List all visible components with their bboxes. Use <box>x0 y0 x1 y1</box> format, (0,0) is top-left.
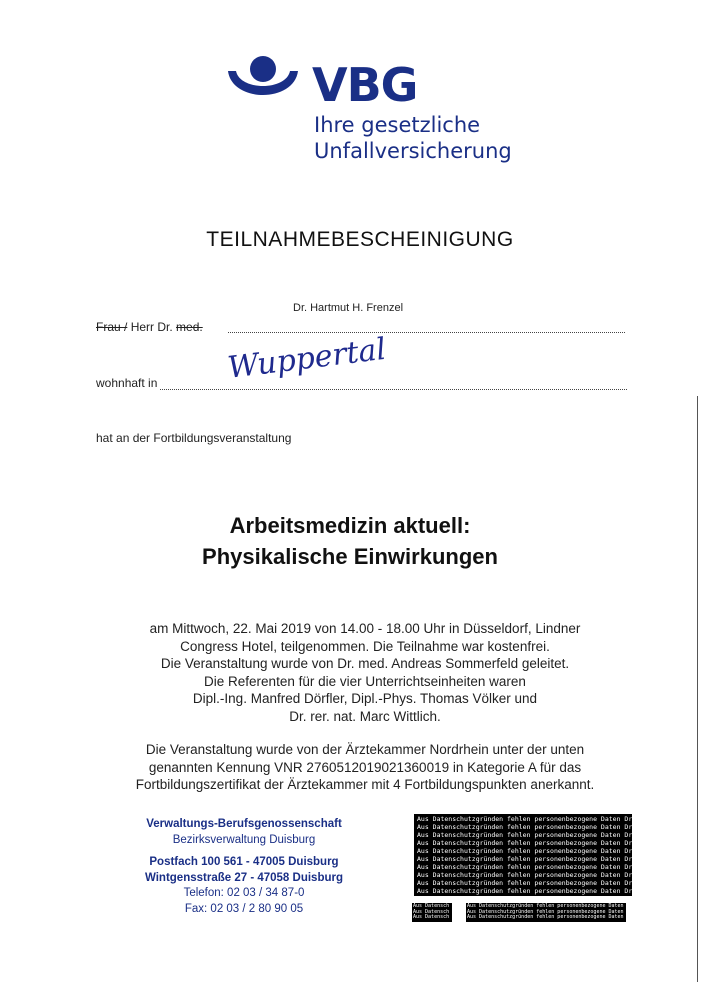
redaction-block-wide <box>466 903 651 922</box>
details-line: Die Veranstaltung wurde von Dr. med. Andreas Sommerfeld geleitet. <box>160 656 570 672</box>
accreditation-text <box>80 741 650 794</box>
stamp-postfach: Postfach 100 561 - 47005 Duisburg <box>149 856 339 868</box>
logo-dot <box>250 56 276 82</box>
accreditation-line: Die Veranstaltung wurde von der Ärztekammer Nordrhein unter der unten <box>145 742 585 757</box>
salutation-herr: Herr Dr. <box>130 320 173 334</box>
redaction-line: Aus Datensch <box>413 914 450 920</box>
salutation-line <box>96 320 203 334</box>
logo-wordmark: VBG <box>312 58 418 112</box>
redaction-line: Aus Datenschutzgründen fehlen personenbezogene Daten Dritter. <box>417 855 656 863</box>
redaction-line: Aus Datenschutzgründen fehlen personenbezogene Daten Dritter. <box>417 815 656 823</box>
redaction-block-small <box>412 903 452 922</box>
intro-text: hat an der Fortbildungsveranstaltung <box>96 431 292 445</box>
redaction-line: Aus Datenschutzgründen fehlen personenbezogene Daten Dritter. <box>417 831 656 839</box>
stamp-fax: Fax: 02 03 / 2 80 90 05 <box>184 902 304 915</box>
details-line: Die Referenten für die vier Unterrichtseinheiten waren <box>204 673 526 689</box>
redaction-line: Aus Datensch <box>413 908 450 915</box>
redaction-line: Aus Datenschutzgründen fehlen personenbezogene Daten Dritter. <box>467 914 651 920</box>
details-line: Dipl.-Ing. Manfred Dörfler, Dipl.-Phys. Thomas Völker und <box>192 691 538 707</box>
residence-handwritten: Wuppertal <box>225 331 388 386</box>
event-title <box>0 510 700 572</box>
redaction-line: Aus Datenschutzgründen fehlen personenbezogene Daten Dritter. <box>417 823 656 831</box>
redaction-line: Aus Datenschutzgründen fehlen personenbezogene Daten Dritter. <box>417 887 656 895</box>
accreditation-line: genannten Kennung VNR 2760512019021360019 in Kategorie A für das <box>148 759 582 775</box>
details-line: Dr. rer. nat. Marc Wittlich. <box>289 708 441 724</box>
logo-tagline-1: Ihre gesetzliche <box>314 113 481 137</box>
accreditation-line: Fortbildungszertifikat der Ärztekammer mit 4 Fortbildungspunkten anerkannt. <box>135 777 595 793</box>
logo-tagline-2: Unfallversicherung <box>314 139 512 163</box>
salutation-frau: Frau / <box>96 320 128 334</box>
salutation-med: med. <box>176 320 203 334</box>
redaction-line: Aus Datenschutzgründen fehlen personenbezogene Daten Dritter. <box>417 847 656 855</box>
event-title-line-2: Physikalische Einwirkungen <box>202 544 498 569</box>
redaction-line: Aus Datenschutzgründen fehlen personenbezogene Daten Dritter. <box>467 903 651 909</box>
redaction-line: Aus Datenschutzgründen fehlen personenbezogene Daten Dritter. <box>417 839 656 847</box>
stamp-org: Verwaltungs-Berufsgenossenschaft <box>146 818 342 830</box>
scan-edge <box>697 396 698 982</box>
redaction-line: Aus Datenschutzgründen fehlen personenbezogene Daten Dritter. <box>417 863 656 871</box>
event-title-line-1: Arbeitsmedizin aktuell: <box>229 513 471 538</box>
stamp-street: Wintgensstraße 27 - 47058 Duisburg <box>144 871 343 884</box>
name-dotted-line <box>228 332 625 333</box>
details-line: Congress Hotel, teilgenommen. Die Teilnahme war kostenfrei. <box>180 638 550 654</box>
redaction-line: Aus Datenschutzgründen fehlen personenbezogene Daten Dritter. <box>467 908 651 915</box>
event-details <box>90 620 640 726</box>
residence-label: wohnhaft in <box>96 376 158 390</box>
document-title: TEILNAHMEBESCHEINIGUNG <box>206 228 514 251</box>
details-line: am Mittwoch, 22. Mai 2019 von 14.00 - 18.00 Uhr in Düsseldorf, Lindner <box>149 621 581 636</box>
participant-name: Dr. Hartmut H. Frenzel <box>293 302 404 314</box>
redaction-block <box>414 814 656 896</box>
redaction-line: Aus Datenschutzgründen fehlen personenbezogene Daten Dritter. <box>417 879 656 887</box>
redaction-line: Aus Datenschutzgründen fehlen personenbezogene Daten Dritter. <box>417 871 656 879</box>
stamp-district: Bezirksverwaltung Duisburg <box>172 833 316 846</box>
address-stamp <box>110 817 378 917</box>
residence-dotted-line <box>160 389 627 390</box>
redaction-line: Aus Datensch <box>413 903 450 909</box>
stamp-phone: Telefon: 02 03 / 34 87-0 <box>183 887 305 899</box>
